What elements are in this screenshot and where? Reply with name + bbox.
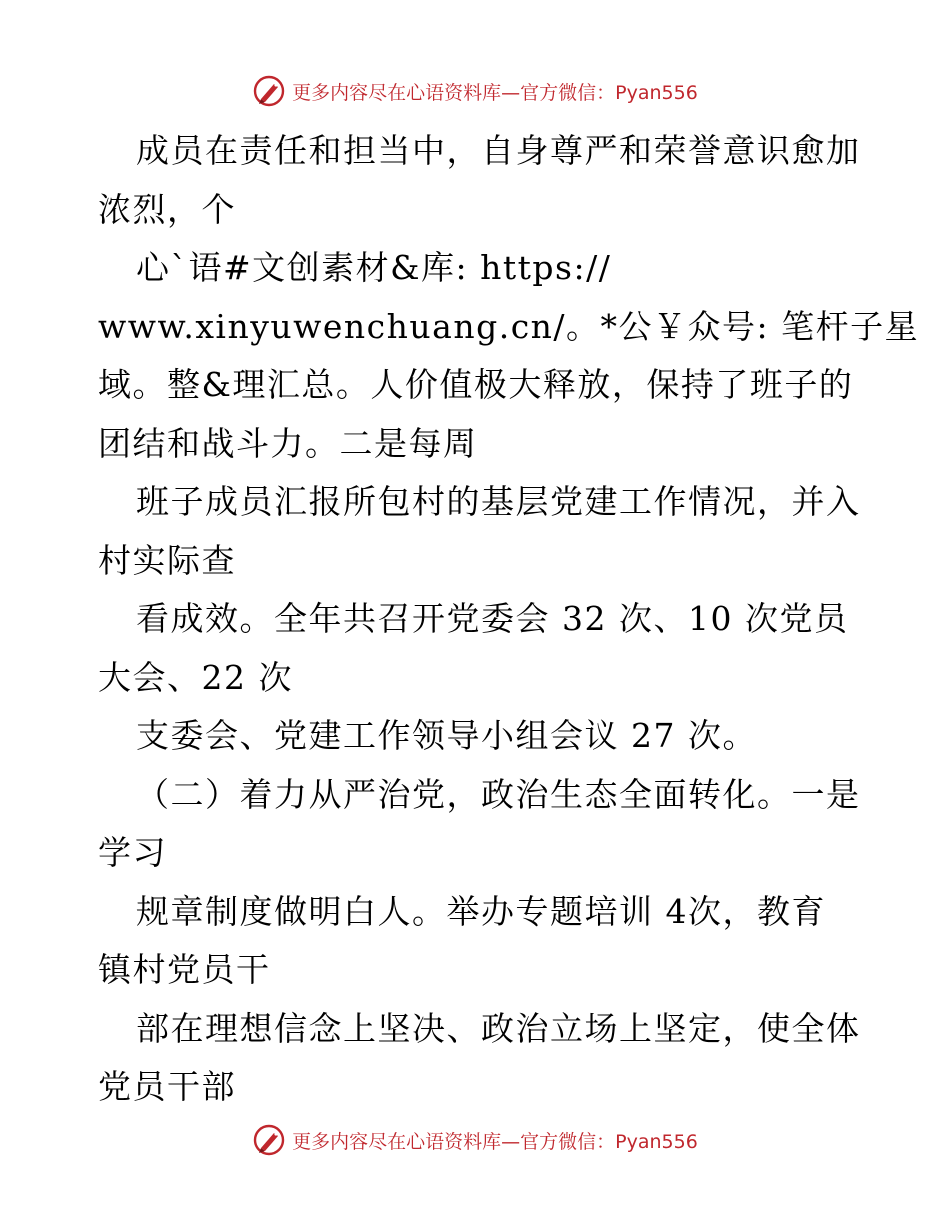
text-line: 心`语#文创素材&库: https://	[136, 248, 612, 287]
document-body	[98, 122, 920, 1117]
text-line: 支委会、党建工作领导小组会议 27 次。	[136, 716, 757, 755]
text-line: 党员干部	[98, 1067, 236, 1106]
header-banner-text: 更多内容尽在心语资料库—官方微信：Pyan556	[292, 81, 698, 104]
text-line: 看成效。全年共召开党委会 32 次、10 次党员	[136, 599, 849, 638]
text-line: www.xinyuwenchuang.cn/。*公￥众号: 笔杆子星	[98, 306, 920, 346]
footer-banner-inner	[252, 1123, 698, 1157]
text-line: 域。整&理汇总。人价值极大释放，保持了班子的	[98, 365, 854, 404]
footer-banner-text: 更多内容尽在心语资料库—官方微信：Pyan556	[292, 1130, 698, 1153]
pen-circle-logo-icon	[252, 74, 286, 108]
text-line: 村实际查	[98, 540, 236, 580]
text-line: 规章制度做明白人。举办专题培训 4次，教育	[136, 891, 826, 931]
header-banner	[0, 71, 950, 111]
text-line: （二）着力从严治党，政治生态全面转化。一是	[136, 774, 861, 814]
pen-circle-logo-icon	[252, 1123, 286, 1157]
text-line: 浓烈，个	[98, 189, 236, 229]
footer-banner	[0, 1120, 950, 1160]
text-line: 镇村党员干	[98, 950, 271, 989]
text-line: 成员在责任和担当中，自身尊严和荣誉意识愈加	[136, 131, 861, 170]
text-line: 团结和战斗力。二是每周	[98, 423, 478, 463]
header-banner-inner	[252, 74, 698, 108]
text-line: 大会、22 次	[98, 657, 293, 697]
text-line: 部在理想信念上坚决、政治立场上坚定，使全体	[136, 1008, 861, 1048]
text-line: 班子成员汇报所包村的基层党建工作情况，并入	[136, 482, 861, 521]
text-line: 学习	[98, 833, 167, 872]
